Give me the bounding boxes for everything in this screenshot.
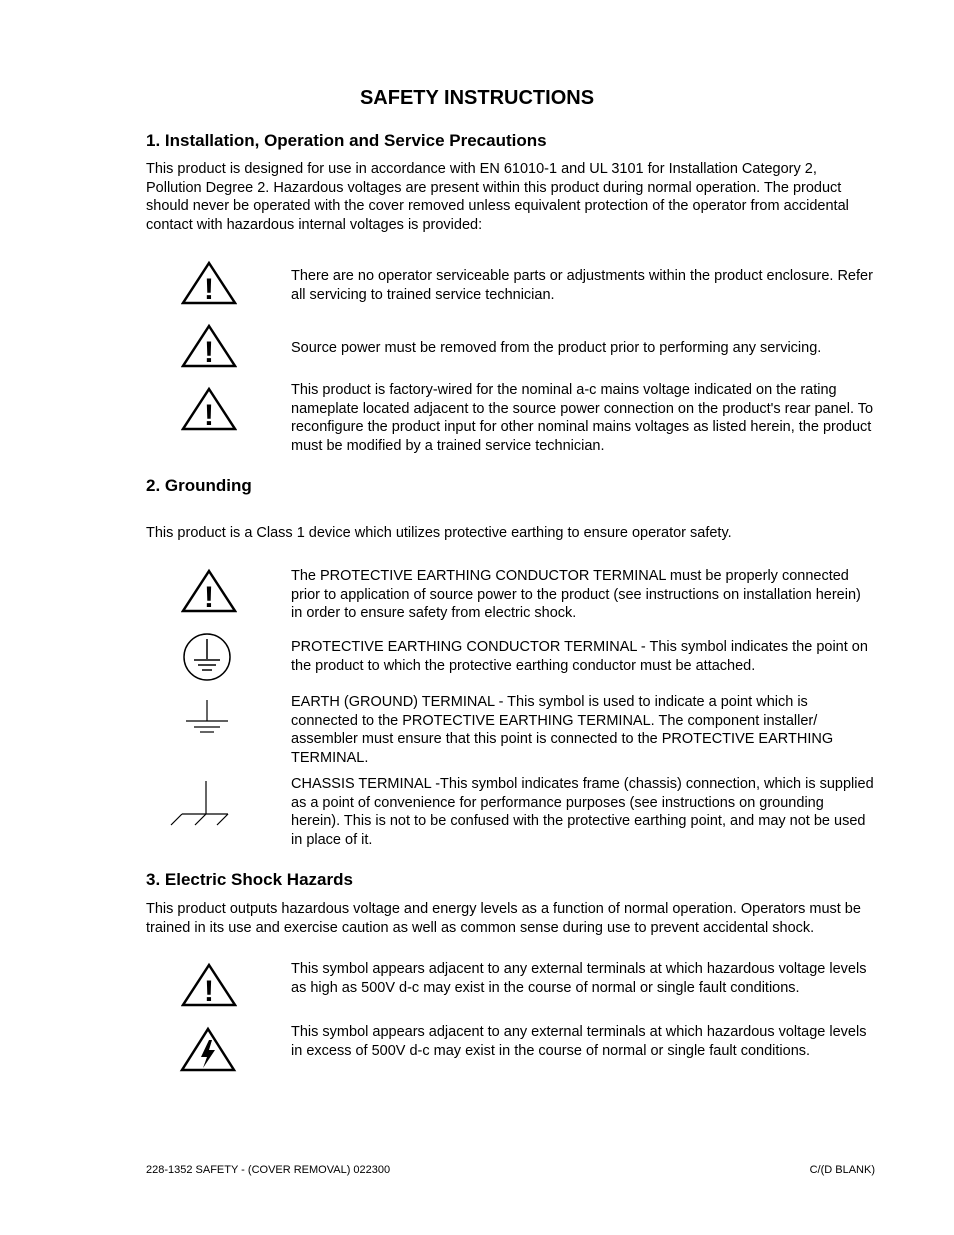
section-heading-electric-shock: 3. Electric Shock Hazards	[146, 870, 353, 889]
item-text-over-500v-hazard: This symbol appears adjacent to any external terminals at which hazardous voltage levels in excess of 500V d-c may exist in the course of normal or single fault conditions.	[291, 1024, 867, 1059]
item-text-no-serviceable-parts: There are no operator serviceable parts or adjustments within the product enclosure. Refer all servicing to trained service technician.	[291, 268, 873, 303]
svg-text:!: !	[204, 975, 214, 1008]
protective-earth-icon	[181, 631, 233, 683]
page-title: SAFETY INSTRUCTIONS	[359, 87, 595, 109]
warning-triangle-icon	[181, 260, 237, 306]
section-intro-installation: This product is designed for use in accordance with EN 61010-1 and UL 3101 for Installation Category 2, Pollution Degree 2. Hazardous voltages are present within this product during normal operation. The product should never be operated with the cover removed unless equivalent protection of the operator from accidental contact with hazardous internal voltages is provided:	[146, 161, 849, 234]
section-intro-electric-shock: This product outputs hazardous voltage and energy levels as a function of normal operation. Operators must be trained in its use and exercise caution as well as common sense during use to prevent accidental shock.	[146, 901, 861, 936]
footer-page-label: C/(D BLANK)	[809, 1164, 875, 1176]
item-text-remove-source-power: Source power must be removed from the product prior to performing any servicing.	[291, 340, 822, 356]
chassis-terminal-icon	[168, 778, 232, 830]
svg-text:!: !	[204, 399, 214, 432]
item-text-500v-hazard: This symbol appears adjacent to any external terminals at which hazardous voltage levels as high as 500V d-c may exist in the course of normal or single fault conditions.	[291, 961, 867, 996]
item-text-earth-ground-terminal: EARTH (GROUND) TERMINAL - This symbol is used to indicate a point which is connected to the PROTECTIVE EARTHING TERMINAL. The component installer/ assembler must ensure that this point is connected to the PROTECTIVE EARTHING TERMINAL.	[291, 694, 834, 767]
svg-text:!: !	[204, 336, 214, 369]
item-text-protective-earthing-terminal: PROTECTIVE EARTHING CONDUCTOR TERMINAL - This symbol indicates the point on the product to which the protective earthing conductor must be attached.	[291, 639, 868, 674]
item-text-chassis-terminal: CHASSIS TERMINAL -This symbol indicates frame (chassis) connection, which is supplied as a point of convenience for performance purposes (see instructions on grounding herein). This is not to be confused with the protective earthing point, and may not be used in place of it.	[291, 776, 874, 849]
svg-text:!: !	[204, 581, 214, 614]
high-voltage-icon	[179, 1026, 237, 1074]
warning-triangle-icon	[181, 962, 237, 1008]
section-heading-grounding: 2. Grounding	[146, 476, 252, 495]
warning-triangle-icon	[181, 568, 237, 614]
footer-document-id: 228-1352 SAFETY - (COVER REMOVAL) 022300	[146, 1164, 391, 1176]
section-intro-grounding: This product is a Class 1 device which utilizes protective earthing to ensure operator safety.	[146, 525, 732, 541]
svg-text:!: !	[204, 273, 214, 306]
earth-ground-icon	[181, 697, 233, 739]
warning-triangle-icon	[181, 386, 237, 432]
item-text-protective-earthing-connection: The PROTECTIVE EARTHING CONDUCTOR TERMINAL must be properly connected prior to application of source power to the product (see instructions on installation herein) in order to ensure safety from electric shock.	[291, 568, 861, 622]
item-text-factory-wired: This product is factory-wired for the nominal a-c mains voltage indicated on the rating nameplate located adjacent to the source power connection on the product's rear panel. To reconfigure the product input for other nominal mains voltages as listed herein, the product must be modified by a trained service technician.	[291, 382, 874, 455]
warning-triangle-icon	[181, 323, 237, 369]
section-heading-installation: 1. Installation, Operation and Service Precautions	[146, 131, 547, 150]
